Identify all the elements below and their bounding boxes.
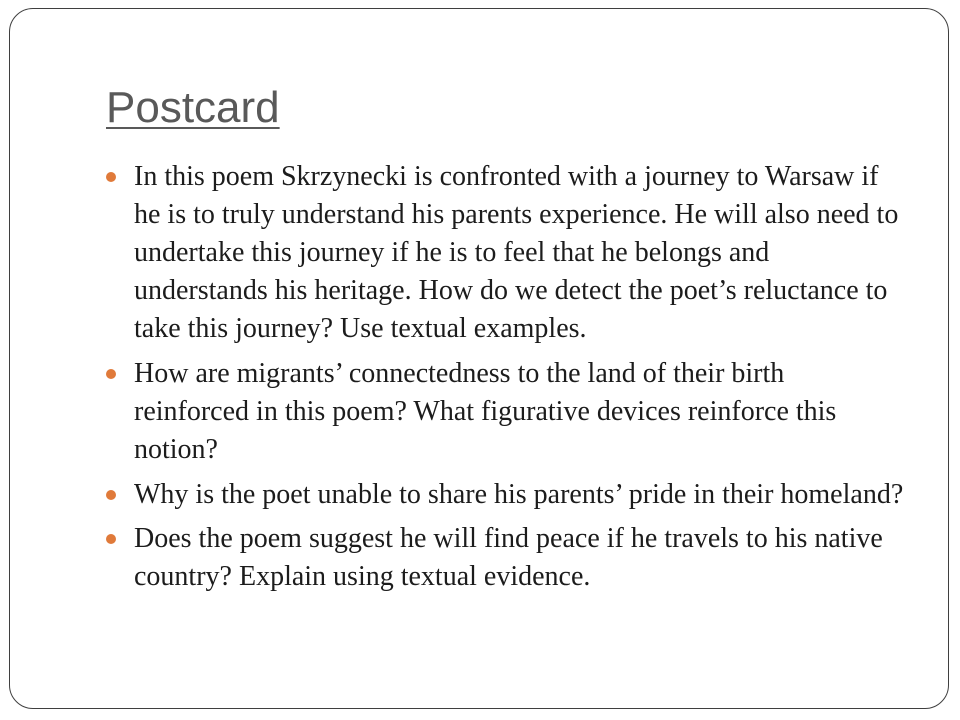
bullet-item-4 bbox=[106, 520, 906, 596]
bullet-dot-icon bbox=[106, 534, 116, 544]
bullet-dot-icon bbox=[106, 369, 116, 379]
bullet-item-2 bbox=[106, 355, 906, 469]
bullet-item-1 bbox=[106, 158, 906, 348]
slide-title[interactable]: Postcard bbox=[106, 83, 280, 132]
bullet-text-3: Why is the poet unable to share his parents’ pride in their homeland? bbox=[134, 478, 904, 510]
bullet-dot-icon bbox=[106, 490, 116, 500]
bullet-dot-icon bbox=[106, 172, 116, 182]
bullet-text-1: In this poem Skrzynecki is confronted with a journey to Warsaw if he is to truly understand his parents experience. He will also need to undertake this journey if he is to feel that he belongs and understands his heritage. How do we detect the poet’s reluctance to take this journey? Use textual examples. bbox=[134, 161, 899, 344]
bullet-text-2: How are migrants’ connectedness to the land of their birth reinforced in this poem? What figurative devices reinforce this notion? bbox=[134, 357, 837, 465]
bullet-item-3 bbox=[106, 476, 906, 514]
bullet-text-4: Does the poem suggest he will find peace if he travels to his native country? Explain using textual evidence. bbox=[134, 523, 883, 593]
bullet-list bbox=[106, 158, 906, 603]
